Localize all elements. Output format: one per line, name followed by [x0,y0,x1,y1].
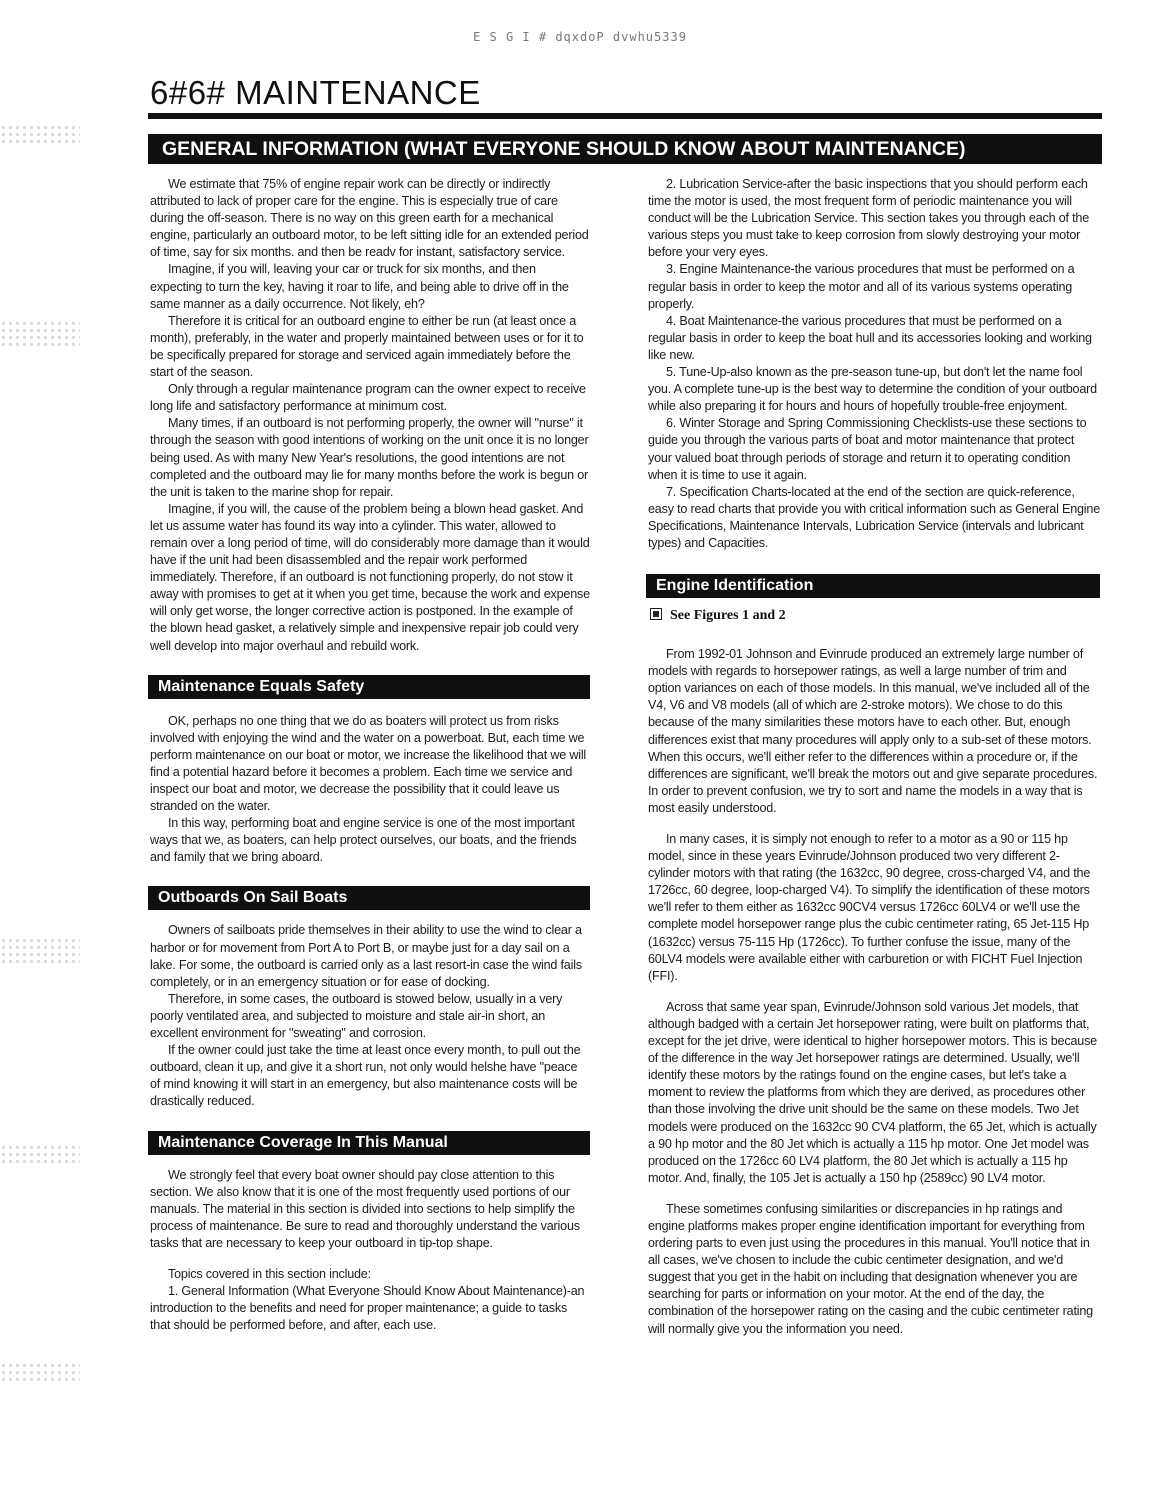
paragraph: If the owner could just take the time at least once every month, to pull out the outboard, clean it up, and give it a short run, not only would helshe have "peace of mind knowing it will start in an emergency, but also maintenance costs will be drastically reduced. [150,1043,581,1109]
paragraph: 5. Tune-Up-also known as the pre-season tune-up, but don't let the name fool you. A complete tune-up is the best way to determine the condition of your outboard while also preparing it for hours and hours of hopefully trouble-free enjoyment. [648,365,1097,414]
scan-artifact [2,122,80,172]
scan-artifact [2,935,80,985]
paragraph: 3. Engine Maintenance-the various procedures that must be performed on a regular basis in order to keep the motor and all of its various systems operating properly. [648,262,1075,311]
paragraph: We estimate that 75% of engine repair work can be directly or indirectly attributed to lack of proper care for the engine. This is especially true of care during the off-season. There is no way on this green earth for a mechanical engine, particularly an outboard motor, to be left sitting idle for an extended period of time, say for six months. and then be readv for instant, satisfactory service. [150,177,589,260]
paragraph: From 1992-01 Johnson and Evinrude produced an extremely large number of models with regards to horsepower ratings, as well a large number of trim and option variances on each of those models. In this manual, we've included all of the V4, V6 and V8 models (all of which are 2-stroke motors). We chose to do this because of the many similarities these motors have to each other. But, enough differences exist that many procedures will apply only to a sub-set of these motors. When this occurs, we'll either refer to the differences within a procedure or, if the differences are significant, we'll break the motors out and give separate procedures. In order to prevent confusion, we try to sort and name the models in a way that is most easily understood. [648,647,1098,815]
paragraph: Topics covered in this section include: [168,1266,371,1281]
paragraph: 6. Winter Storage and Spring Commissioning Checklists-use these sections to guide you through the various parts of boat and motor maintenance that protect your valued boat through periods of storage and return it to operating condition when it is time to use it again. [648,416,1087,482]
paragraph: In this way, performing boat and engine service is one of the most important ways that we, as boaters, can help protect ourselves, our boats, and the friends and family that we bring aboard. [150,816,577,865]
safety-heading: Maintenance Equals Safety [148,675,590,699]
scan-artifact [2,1142,80,1192]
paragraph: Only through a regular maintenance program can the owner expect to receive long life and satisfactory performance at minimum cost. [150,382,586,414]
section-title: 6#6# MAINTENANCE [150,74,481,111]
see-figures-note [650,608,1100,624]
coverage-heading: Maintenance Coverage In This Manual [148,1131,590,1155]
sail-heading: Outboards On Sail Boats [148,886,590,910]
title-rule [148,113,1102,119]
running-header: E S G I # dqxdoP dvwhu5339 [473,30,687,44]
paragraph: In many cases, it is simply not enough to refer to a motor as a 90 or 115 hp model, since in these years Evinrude/Johnson produced two very different 2-cylinder motors with that rating (the 1632cc, 90 degree, cross-charged V4, and the 1726cc, 60 degree, loop-charged V4). To simplify the identification of these motors we'll refer to them either as 1632cc 90CV4 versus 1726cc 60LV4 or we'll use the complete model horsepower range plus the cubic centimeter rating, 65 Jet-115 Hp (1632cc) versus 75-115 Hp (1726cc). To further confuse the issue, many of the 60LV4 models were available either with carburetion or with FICHT Fuel Injection (FFI). [648,832,1091,983]
paragraph: Imagine, if you will, the cause of the problem being a blown head gasket. And let us assume water has found its way into a cylinder. This water, allowed to remain over a long period of time, will do considerably more damage than it would have if the unit had been disassembled and the repair work performed immediately. Therefore, if an outboard is not functioning properly, do not stow it away with promises to get at it when you get time, because the work and expense will only get worse, the longer corrective action is postponed. In the example of the blown head gasket, a relatively simple and inexpensive repair job could very well develop into major overhaul and rebuild work. [150,501,590,653]
figure-reference-icon [650,608,662,620]
paragraph: Owners of sailboats pride themselves in their ability to use the wind to clear a harbor or for movement from Port A to Port B, or maybe just for a day sail on a lake. For some, the outboard is carried only as a last resort-in case the wind fails completely, or in an emergency situation or for ease of docking. [150,923,582,989]
see-figures-label: See Figures 1 and 2 [670,608,786,624]
paragraph: 2. Lubrication Service-after the basic inspections that you should perform each time the motor is used, the most frequent form of periodic maintenance you will conduct will be the Lubrication Service. This section takes you through each of the various steps you must take to keep corrosion from slowly destroying your motor before your very eyes. [648,177,1090,260]
paragraph: Across that same year span, Evinrude/Johnson sold various Jet models, that although badged with a certain Jet horsepower rating, were built on platforms that, except for the jet drive, were identical to higher horsepower motors. This is because of the difference in the way Jet horsepower ratings are determined. Usually, we'll identify these motors by the ratings found on the engine cases, but let's take a moment to review the platforms from which they are derived, as procedures other than those involving the drive unit should be the same on these models. Two Jet models were produced on the 1632cc 90 CV4 platform, the 65 Jet, which is actually a 90 hp motor and the 80 Jet which is actually a 115 hp motor. One Jet model was produced on the 1726cc 60 LV4 platform, the 80 Jet which is actually a 115 hp motor. And, finally, the 105 Jet is actually a 150 hp (2589cc) 90 LV4 motor. [648,999,1097,1185]
paragraph: Imagine, if you will, leaving your car or truck for six months, and then expecting to turn the key, having it roar to life, and being able to drive off in the same manner as a daily occurrence. Not likely, eh? [150,262,569,311]
paragraph: Therefore it is critical for an outboard engine to either be run (at least once a month), preferably, in the water and properly maintained between uses or for it to be specifically prepared for storage and serviced again immediately before the start of the season. [150,313,584,380]
paragraph: 7. Specification Charts-located at the end of the section are quick-reference, easy to read charts that provide you with critical information such as General Engine Specifications, Maintenance Intervals, Lubrication Service (intervals and lubricant types) and Capacities. [648,484,1101,550]
main-heading: GENERAL INFORMATION (WHAT EVERYONE SHOULD KNOW ABOUT MAINTENANCE) [148,134,1102,164]
paragraph: These sometimes confusing similarities or discrepancies in hp ratings and engine platforms makes proper engine identification important for everything from ordering parts to even just using the procedures in this manual. You'll notice that in all cases, we've chosen to include the cubic centimeter designation, and we'd suggest that you get in the habit on including that designation whenever you are searching for parts or information on your motor. At the end of the day, the combination of the horsepower rating on the casing and the cubic centimeter rating will normally give you the information you need. [648,1201,1093,1336]
left-column [150,176,590,1334]
scan-artifact [2,318,80,368]
paragraph: Many times, if an outboard is not performing properly, the owner will "nurse" it through the season with good intentions of working on the unit once it is no longer being used. As with many New Year's resolutions, the good intentions are not completed and the outboard may lie for many months before the work is begun or the unit is taken to the marine shop for repair. [150,416,589,499]
scan-artifact [2,1360,80,1410]
paragraph: Therefore, in some cases, the outboard is stowed below, usually in a very poorly ventilated area, and subjected to moisture and stale air-in short, an excellent environment for "sweating" and corrosion. [150,991,563,1041]
paragraph: OK, perhaps no one thing that we do as boaters will protect us from risks involved with enjoying the wind and the water on a powerboat. But, each time we perform maintenance on our boat or motor, we increase the likelihood that we will find a potential hazard before it becomes a problem. Each time we service and inspect our boat and motor, we decrease the possibility that it could leave us stranded on the water. [150,713,587,814]
paragraph: We strongly feel that every boat owner should pay close attention to this section. We also know that it is one of the most frequently used portions of our manuals. The material in this section is divided into sections to help simplify the process of maintenance. Be sure to read and thoroughly understand the various tasks that are necessary to keep your outboard in tip-top shape. [150,1167,580,1250]
right-column [648,176,1100,1338]
engine-identification-heading: Engine Identification [646,574,1100,598]
paragraph: 1. General Information (What Everyone Should Know About Maintenance)-an introduction to the benefits and need for proper maintenance; a guide to tasks that should be performed before, and after, each use. [150,1284,585,1333]
paragraph: 4. Boat Maintenance-the various procedures that must be performed on a regular basis in order to keep the boat hull and its accessories looking and working like new. [648,313,1092,362]
